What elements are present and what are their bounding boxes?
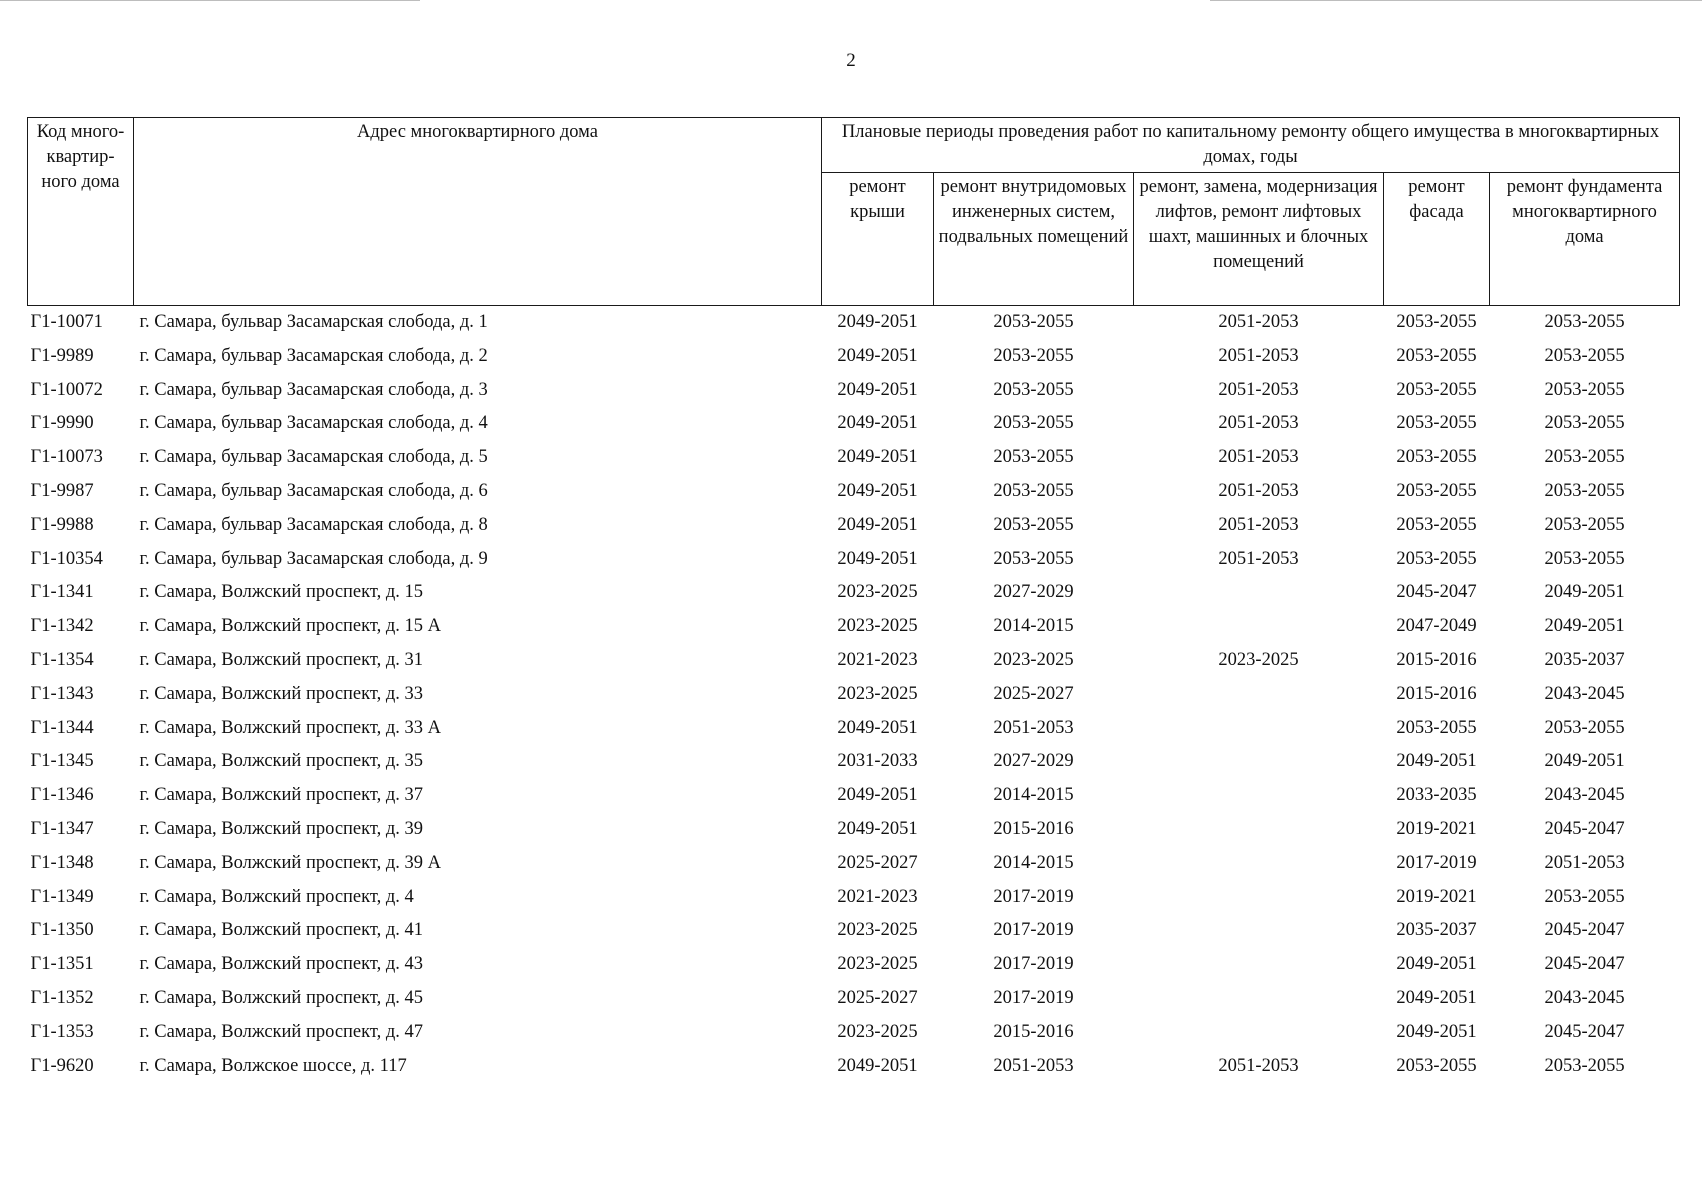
table-body	[28, 306, 1680, 1087]
table-row	[28, 613, 1680, 647]
cell-systems: 2051-2053	[993, 717, 1074, 738]
cell-systems: 2053-2055	[993, 514, 1074, 535]
scan-edge-left	[0, 0, 420, 4]
cell-address: г. Самара, бульвар Засамарская слобода, д. 2	[139, 345, 488, 366]
cell-address: г. Самара, Волжский проспект, д. 47	[139, 1021, 423, 1042]
cell-code: Г1-10354	[30, 548, 103, 569]
table-row	[28, 343, 1680, 377]
cell-systems: 2017-2019	[993, 987, 1074, 1008]
cell-systems: 2017-2019	[993, 886, 1074, 907]
cell-lifts	[1134, 884, 1384, 918]
cell-roof: 2049-2051	[837, 717, 918, 738]
cell-code: Г1-1351	[30, 954, 94, 975]
cell-address: г. Самара, Волжский проспект, д. 45	[139, 987, 423, 1008]
cell-foundation: 2049-2051	[1544, 751, 1625, 772]
cell-address: г. Самара, Волжский проспект, д. 31	[139, 649, 423, 670]
cell-systems: 2014-2015	[993, 852, 1074, 873]
cell-code: Г1-10072	[30, 379, 103, 400]
cell-foundation: 2053-2055	[1544, 717, 1625, 738]
table-row	[28, 444, 1680, 478]
cell-address: г. Самара, Волжский проспект, д. 15	[139, 582, 423, 603]
header-code: Код много-квартир-ного дома	[28, 118, 134, 306]
cell-lifts	[1134, 1019, 1384, 1053]
cell-facade: 2053-2055	[1396, 312, 1477, 332]
scan-edge-right	[1210, 0, 1702, 4]
cell-systems: 2027-2029	[993, 751, 1074, 772]
cell-systems: 2051-2053	[993, 1055, 1074, 1076]
cell-address: г. Самара, бульвар Засамарская слобода, д. 8	[139, 514, 488, 535]
cell-lifts: 2051-2053	[1218, 1055, 1299, 1076]
cell-lifts: 2023-2025	[1218, 649, 1299, 670]
cell-facade: 2049-2051	[1396, 1021, 1477, 1042]
cell-roof: 2023-2025	[837, 920, 918, 941]
cell-roof: 2023-2025	[837, 954, 918, 975]
cell-roof: 2049-2051	[837, 480, 918, 501]
cell-lifts: 2051-2053	[1218, 312, 1299, 332]
cell-foundation: 2053-2055	[1544, 886, 1625, 907]
table-row	[28, 377, 1680, 411]
cell-lifts	[1134, 748, 1384, 782]
cell-facade: 2049-2051	[1396, 954, 1477, 975]
page-number: 2	[846, 50, 856, 71]
table-row	[28, 512, 1680, 546]
cell-code: Г1-1346	[30, 785, 94, 806]
cell-systems: 2017-2019	[993, 920, 1074, 941]
cell-roof: 2021-2023	[837, 649, 918, 670]
cell-systems: 2015-2016	[993, 1021, 1074, 1042]
cell-code: Г1-1353	[30, 1021, 94, 1042]
cell-address: г. Самара, Волжский проспект, д. 39 А	[139, 852, 441, 873]
cell-code: Г1-9987	[30, 480, 94, 501]
cell-systems: 2014-2015	[993, 616, 1074, 637]
cell-code: Г1-1354	[30, 649, 94, 670]
cell-systems: 2053-2055	[993, 447, 1074, 468]
cell-address: г. Самара, Волжский проспект, д. 43	[139, 954, 423, 975]
cell-code: Г1-1348	[30, 852, 94, 873]
cell-foundation: 2051-2053	[1544, 852, 1625, 873]
table-row	[28, 681, 1680, 715]
cell-foundation: 2053-2055	[1544, 1055, 1625, 1076]
cell-address: г. Самара, бульвар Засамарская слобода, д. 9	[139, 548, 488, 569]
cell-code: Г1-9989	[30, 345, 94, 366]
table-row	[28, 647, 1680, 681]
table-row	[28, 782, 1680, 816]
cell-roof: 2049-2051	[837, 312, 918, 332]
cell-systems: 2017-2019	[993, 954, 1074, 975]
cell-lifts	[1134, 917, 1384, 951]
cell-roof: 2023-2025	[837, 1021, 918, 1042]
cell-foundation: 2045-2047	[1544, 1021, 1625, 1042]
header-systems: ремонт внутридомовых инженерных систем, подвальных помещений	[934, 173, 1134, 306]
cell-facade: 2053-2055	[1396, 413, 1477, 434]
cell-foundation: 2043-2045	[1544, 785, 1625, 806]
cell-foundation: 2053-2055	[1544, 548, 1625, 569]
cell-address: г. Самара, Волжский проспект, д. 15 А	[139, 616, 441, 637]
cell-facade: 2053-2055	[1396, 1055, 1477, 1076]
cell-facade: 2053-2055	[1396, 379, 1477, 400]
cell-foundation: 2043-2045	[1544, 987, 1625, 1008]
cell-systems: 2053-2055	[993, 548, 1074, 569]
table-row	[28, 579, 1680, 613]
cell-code: Г1-10071	[30, 312, 103, 332]
cell-foundation: 2053-2055	[1544, 379, 1625, 400]
cell-foundation: 2043-2045	[1544, 683, 1625, 704]
cell-code: Г1-1350	[30, 920, 94, 941]
cell-code: Г1-9988	[30, 514, 94, 535]
cell-facade: 2015-2016	[1396, 683, 1477, 704]
cell-code: Г1-1349	[30, 886, 94, 907]
cell-facade: 2045-2047	[1396, 582, 1477, 603]
cell-lifts: 2051-2053	[1218, 447, 1299, 468]
cell-roof: 2023-2025	[837, 683, 918, 704]
cell-code: Г1-1352	[30, 987, 94, 1008]
cell-systems: 2023-2025	[993, 649, 1074, 670]
table-row	[28, 1019, 1680, 1053]
cell-address: г. Самара, бульвар Засамарская слобода, д. 1	[139, 312, 488, 332]
cell-code: Г1-1343	[30, 683, 94, 704]
table-row	[28, 985, 1680, 1019]
table-row	[28, 951, 1680, 985]
cell-foundation: 2053-2055	[1544, 514, 1625, 535]
cell-roof: 2049-2051	[837, 785, 918, 806]
cell-roof: 2049-2051	[837, 379, 918, 400]
header-facade: ремонт фасада	[1384, 173, 1490, 306]
cell-lifts: 2051-2053	[1218, 514, 1299, 535]
cell-facade: 2049-2051	[1396, 751, 1477, 772]
table-row	[28, 816, 1680, 850]
cell-code: Г1-10073	[30, 447, 103, 468]
cell-code: Г1-1341	[30, 582, 94, 603]
cell-roof: 2049-2051	[837, 514, 918, 535]
cell-foundation: 2053-2055	[1544, 312, 1625, 332]
cell-lifts	[1134, 816, 1384, 850]
table-row	[28, 884, 1680, 918]
cell-lifts	[1134, 985, 1384, 1019]
cell-lifts	[1134, 613, 1384, 647]
table-row	[28, 917, 1680, 951]
cell-facade: 2015-2016	[1396, 649, 1477, 670]
cell-lifts	[1134, 782, 1384, 816]
cell-facade: 2053-2055	[1396, 514, 1477, 535]
cell-roof: 2049-2051	[837, 818, 918, 839]
cell-roof: 2023-2025	[837, 582, 918, 603]
cell-systems: 2053-2055	[993, 312, 1074, 332]
cell-foundation: 2053-2055	[1544, 345, 1625, 366]
table-row	[28, 478, 1680, 512]
cell-facade: 2053-2055	[1396, 447, 1477, 468]
cell-facade: 2053-2055	[1396, 345, 1477, 366]
cell-systems: 2025-2027	[993, 683, 1074, 704]
cell-address: г. Самара, бульвар Засамарская слобода, д. 3	[139, 379, 488, 400]
cell-lifts	[1134, 579, 1384, 613]
cell-facade: 2053-2055	[1396, 717, 1477, 738]
header-lifts: ремонт, замена, модернизация лифтов, ремонт лифтовых шахт, машинных и блочных помещений	[1134, 173, 1384, 306]
cell-roof: 2049-2051	[837, 548, 918, 569]
cell-lifts: 2051-2053	[1218, 379, 1299, 400]
table-row	[28, 410, 1680, 444]
cell-address: г. Самара, бульвар Засамарская слобода, д. 6	[139, 480, 488, 501]
cell-foundation: 2035-2037	[1544, 649, 1625, 670]
capital-repair-table	[27, 117, 1680, 1086]
cell-systems: 2053-2055	[993, 413, 1074, 434]
cell-code: Г1-1347	[30, 818, 94, 839]
cell-facade: 2033-2035	[1396, 785, 1477, 806]
cell-systems: 2027-2029	[993, 582, 1074, 603]
header-foundation: ремонт фундамента многоквартирного дома	[1490, 173, 1680, 306]
cell-foundation: 2045-2047	[1544, 954, 1625, 975]
cell-lifts: 2051-2053	[1218, 480, 1299, 501]
table-row	[28, 546, 1680, 580]
cell-lifts: 2051-2053	[1218, 548, 1299, 569]
cell-code: Г1-1345	[30, 751, 94, 772]
cell-roof: 2049-2051	[837, 447, 918, 468]
header-address: Адрес многоквартирного дома	[134, 118, 822, 306]
cell-roof: 2049-2051	[837, 413, 918, 434]
cell-foundation: 2053-2055	[1544, 480, 1625, 501]
cell-systems: 2053-2055	[993, 345, 1074, 366]
cell-code: Г1-9990	[30, 413, 94, 434]
cell-facade: 2049-2051	[1396, 987, 1477, 1008]
table-row	[28, 850, 1680, 884]
cell-foundation: 2053-2055	[1544, 447, 1625, 468]
cell-foundation: 2045-2047	[1544, 920, 1625, 941]
cell-address: г. Самара, Волжский проспект, д. 37	[139, 785, 423, 806]
cell-roof: 2023-2025	[837, 616, 918, 637]
cell-lifts	[1134, 681, 1384, 715]
cell-roof: 2025-2027	[837, 987, 918, 1008]
cell-foundation: 2045-2047	[1544, 818, 1625, 839]
table-row	[28, 715, 1680, 749]
cell-facade: 2019-2021	[1396, 818, 1477, 839]
table-row	[28, 1053, 1680, 1087]
cell-address: г. Самара, Волжский проспект, д. 41	[139, 920, 423, 941]
header-periods-group: Плановые периоды проведения работ по капитальному ремонту общего имущества в многоквартирных домах, годы	[822, 118, 1680, 173]
cell-address: г. Самара, Волжский проспект, д. 33	[139, 683, 423, 704]
cell-foundation: 2053-2055	[1544, 413, 1625, 434]
cell-lifts	[1134, 850, 1384, 884]
cell-address: г. Самара, бульвар Засамарская слобода, д. 4	[139, 413, 488, 434]
cell-systems: 2015-2016	[993, 818, 1074, 839]
cell-systems: 2053-2055	[993, 379, 1074, 400]
header-row-1	[28, 118, 1680, 173]
table-header	[28, 118, 1680, 306]
cell-code: Г1-1342	[30, 616, 94, 637]
cell-lifts	[1134, 951, 1384, 985]
cell-facade: 2017-2019	[1396, 852, 1477, 873]
cell-roof: 2021-2023	[837, 886, 918, 907]
cell-roof: 2025-2027	[837, 852, 918, 873]
cell-foundation: 2049-2051	[1544, 616, 1625, 637]
cell-facade: 2053-2055	[1396, 480, 1477, 501]
cell-address: г. Самара, Волжское шоссе, д. 117	[139, 1055, 407, 1076]
cell-systems: 2053-2055	[993, 480, 1074, 501]
cell-lifts: 2051-2053	[1218, 413, 1299, 434]
cell-lifts: 2051-2053	[1218, 345, 1299, 366]
cell-facade: 2019-2021	[1396, 886, 1477, 907]
cell-roof: 2049-2051	[837, 1055, 918, 1076]
cell-code: Г1-1344	[30, 717, 94, 738]
cell-lifts	[1134, 715, 1384, 749]
cell-address: г. Самара, Волжский проспект, д. 35	[139, 751, 423, 772]
header-roof: ремонт крыши	[822, 173, 934, 306]
cell-address: г. Самара, Волжский проспект, д. 33 А	[139, 717, 441, 738]
cell-roof: 2031-2033	[837, 751, 918, 772]
cell-roof: 2049-2051	[837, 345, 918, 366]
cell-address: г. Самара, Волжский проспект, д. 39	[139, 818, 423, 839]
cell-code: Г1-9620	[30, 1055, 94, 1076]
cell-facade: 2053-2055	[1396, 548, 1477, 569]
cell-facade: 2047-2049	[1396, 616, 1477, 637]
cell-address: г. Самара, Волжский проспект, д. 4	[139, 886, 414, 907]
table-row	[28, 748, 1680, 782]
cell-foundation: 2049-2051	[1544, 582, 1625, 603]
cell-systems: 2014-2015	[993, 785, 1074, 806]
table-row	[28, 306, 1680, 343]
cell-address: г. Самара, бульвар Засамарская слобода, д. 5	[139, 447, 488, 468]
cell-facade: 2035-2037	[1396, 920, 1477, 941]
